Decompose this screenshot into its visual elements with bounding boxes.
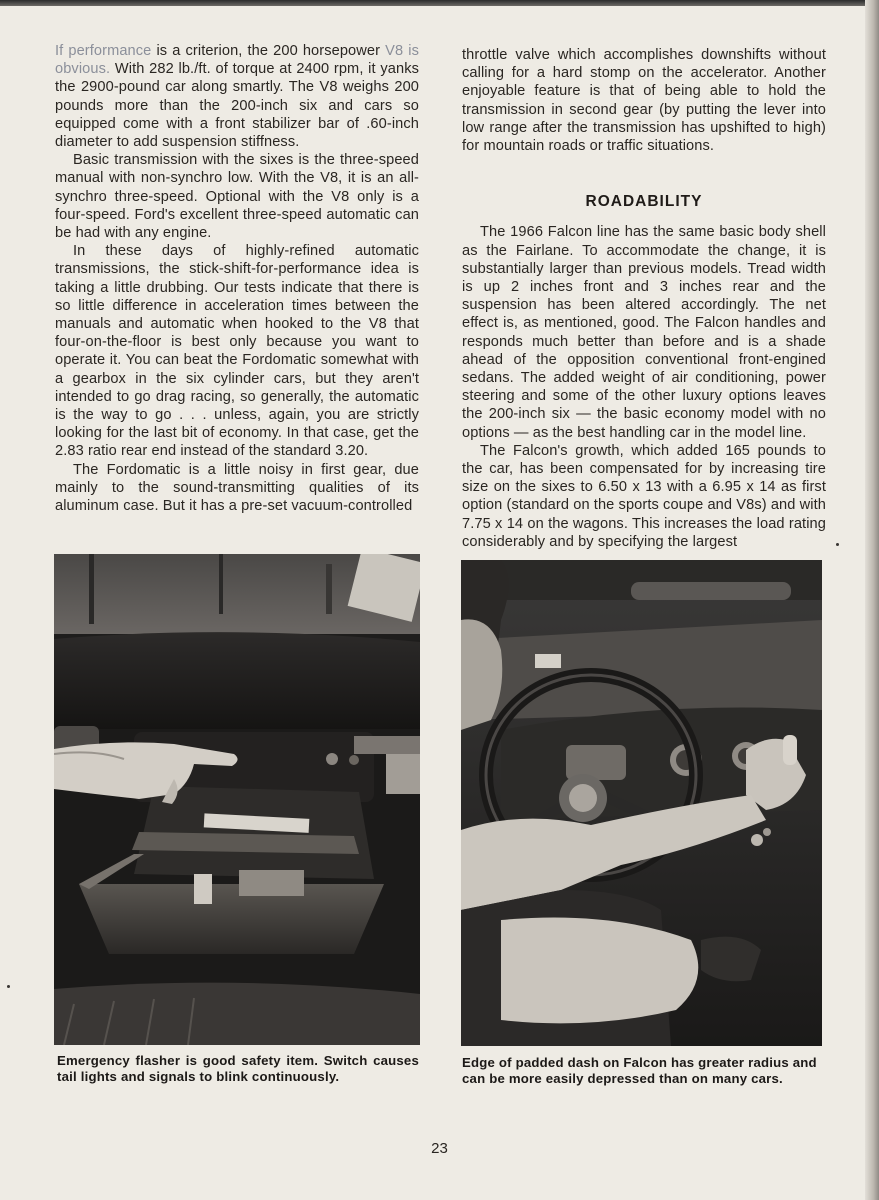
- section-heading-roadability: ROADABILITY: [585, 193, 703, 211]
- article-right-column: [462, 46, 826, 551]
- dash-photo-illustration: [461, 560, 822, 1046]
- page-right-edge: [865, 0, 879, 1200]
- caption-padded-dash: Edge of padded dash on Falcon has greater radius and can be more easily depressed than on many cars.: [462, 1055, 817, 1086]
- paragraph-falcon-line: The 1966 Falcon line has the same basic body shell as the Fairlane. To accommodate the change, it is substantially larger than previous models. Tread width is up 2 inches front and 3 inches rear and the suspension has been altered accordingly. The net effect is, as mentioned, good. The Falcon handles and responds much better than before and is a shade ahead of the opposition conventional front-engined sedans. The added weight of air conditioning, power steering and some of the other luxury options leaves the 200-inch six — the basic economy model with no options — as the best handling car in the model line.: [462, 224, 826, 441]
- page-top-edge: [0, 0, 879, 6]
- paragraph-throttle-valve: throttle valve which accomplishes downshifts without calling for a hard stomp on the accelerator. Another enjoyable feature is that of being able to hold the transmission in second gear (by putting the lever into low range after the transmission has upshifted to high) for mountain roads or traffic situations.: [462, 47, 826, 155]
- ink-speck: [836, 543, 839, 546]
- ink-speck: [7, 985, 10, 988]
- article-left-column: [55, 42, 419, 515]
- paragraph-fordomatic: The Fordomatic is a little noisy in first gear, due mainly to the sound-transmitting qualities of its aluminum case. But it has a pre-set vacuum-controlled: [55, 461, 419, 515]
- faded-v8-text: V8 is obvious.: [55, 43, 419, 78]
- paragraph-transmission: Basic transmission with the sixes is the three-speed manual with non-synchro low. With the V8, it is an all-synchro three-speed. Optional with the V8 only is a four-speed. Ford's excellent three-speed automatic can be had with any engine.: [55, 152, 419, 242]
- caption-emergency-flasher: Emergency flasher is good safety item. Switch causes tail lights and signals to blink continuously.: [57, 1053, 419, 1084]
- page-number: 23: [431, 1140, 448, 1157]
- paragraph-automatic: In these days of highly-refined automatic transmissions, the stick-shift-for-performance idea is taking a little drubbing. Our tests indicate that there is so little difference in acceleration times between the manuals and automatic when hooked to the V8 that four-on-the-floor is best only because you want to operate it. You can beat the Fordomatic somewhat with a gearbox in the six cylinder cars, but they aren't intended to go drag racing, so generally, the automatic is the way to go . . . unless, again, you are strictly looking for the last bit of economy. In that case, get the 2.83 ratio rear end instead of the standard 3.20.: [55, 243, 419, 460]
- paragraph-falcon-growth: The Falcon's growth, which added 165 pounds to the car, has been compensated for by increasing tire size on the sixes to 6.50 x 13 with a 6.95 x 14 as first option (standard on the sports coupe and V8s) and with 7.75 x 14 on the wagons. This increases the load rating considerably and by specifying the largest: [462, 442, 826, 550]
- photo-padded-dash: [461, 560, 822, 1046]
- flasher-photo-illustration: [54, 554, 420, 1045]
- faded-lead-text: If performance: [55, 43, 152, 59]
- photo-emergency-flasher: [54, 554, 420, 1045]
- paragraph-performance: If performance is a criterion, the 200 horsepower V8 is obvious. With 282 lb./ft. of torque at 2400 rpm, it yanks the 2900-pound car along smartly. The V8 weighs 200 pounds more than the 200-inch six and cars so equipped come with a front stabilizer bar of .60-inch diameter to add suspension stiffness.: [55, 43, 419, 151]
